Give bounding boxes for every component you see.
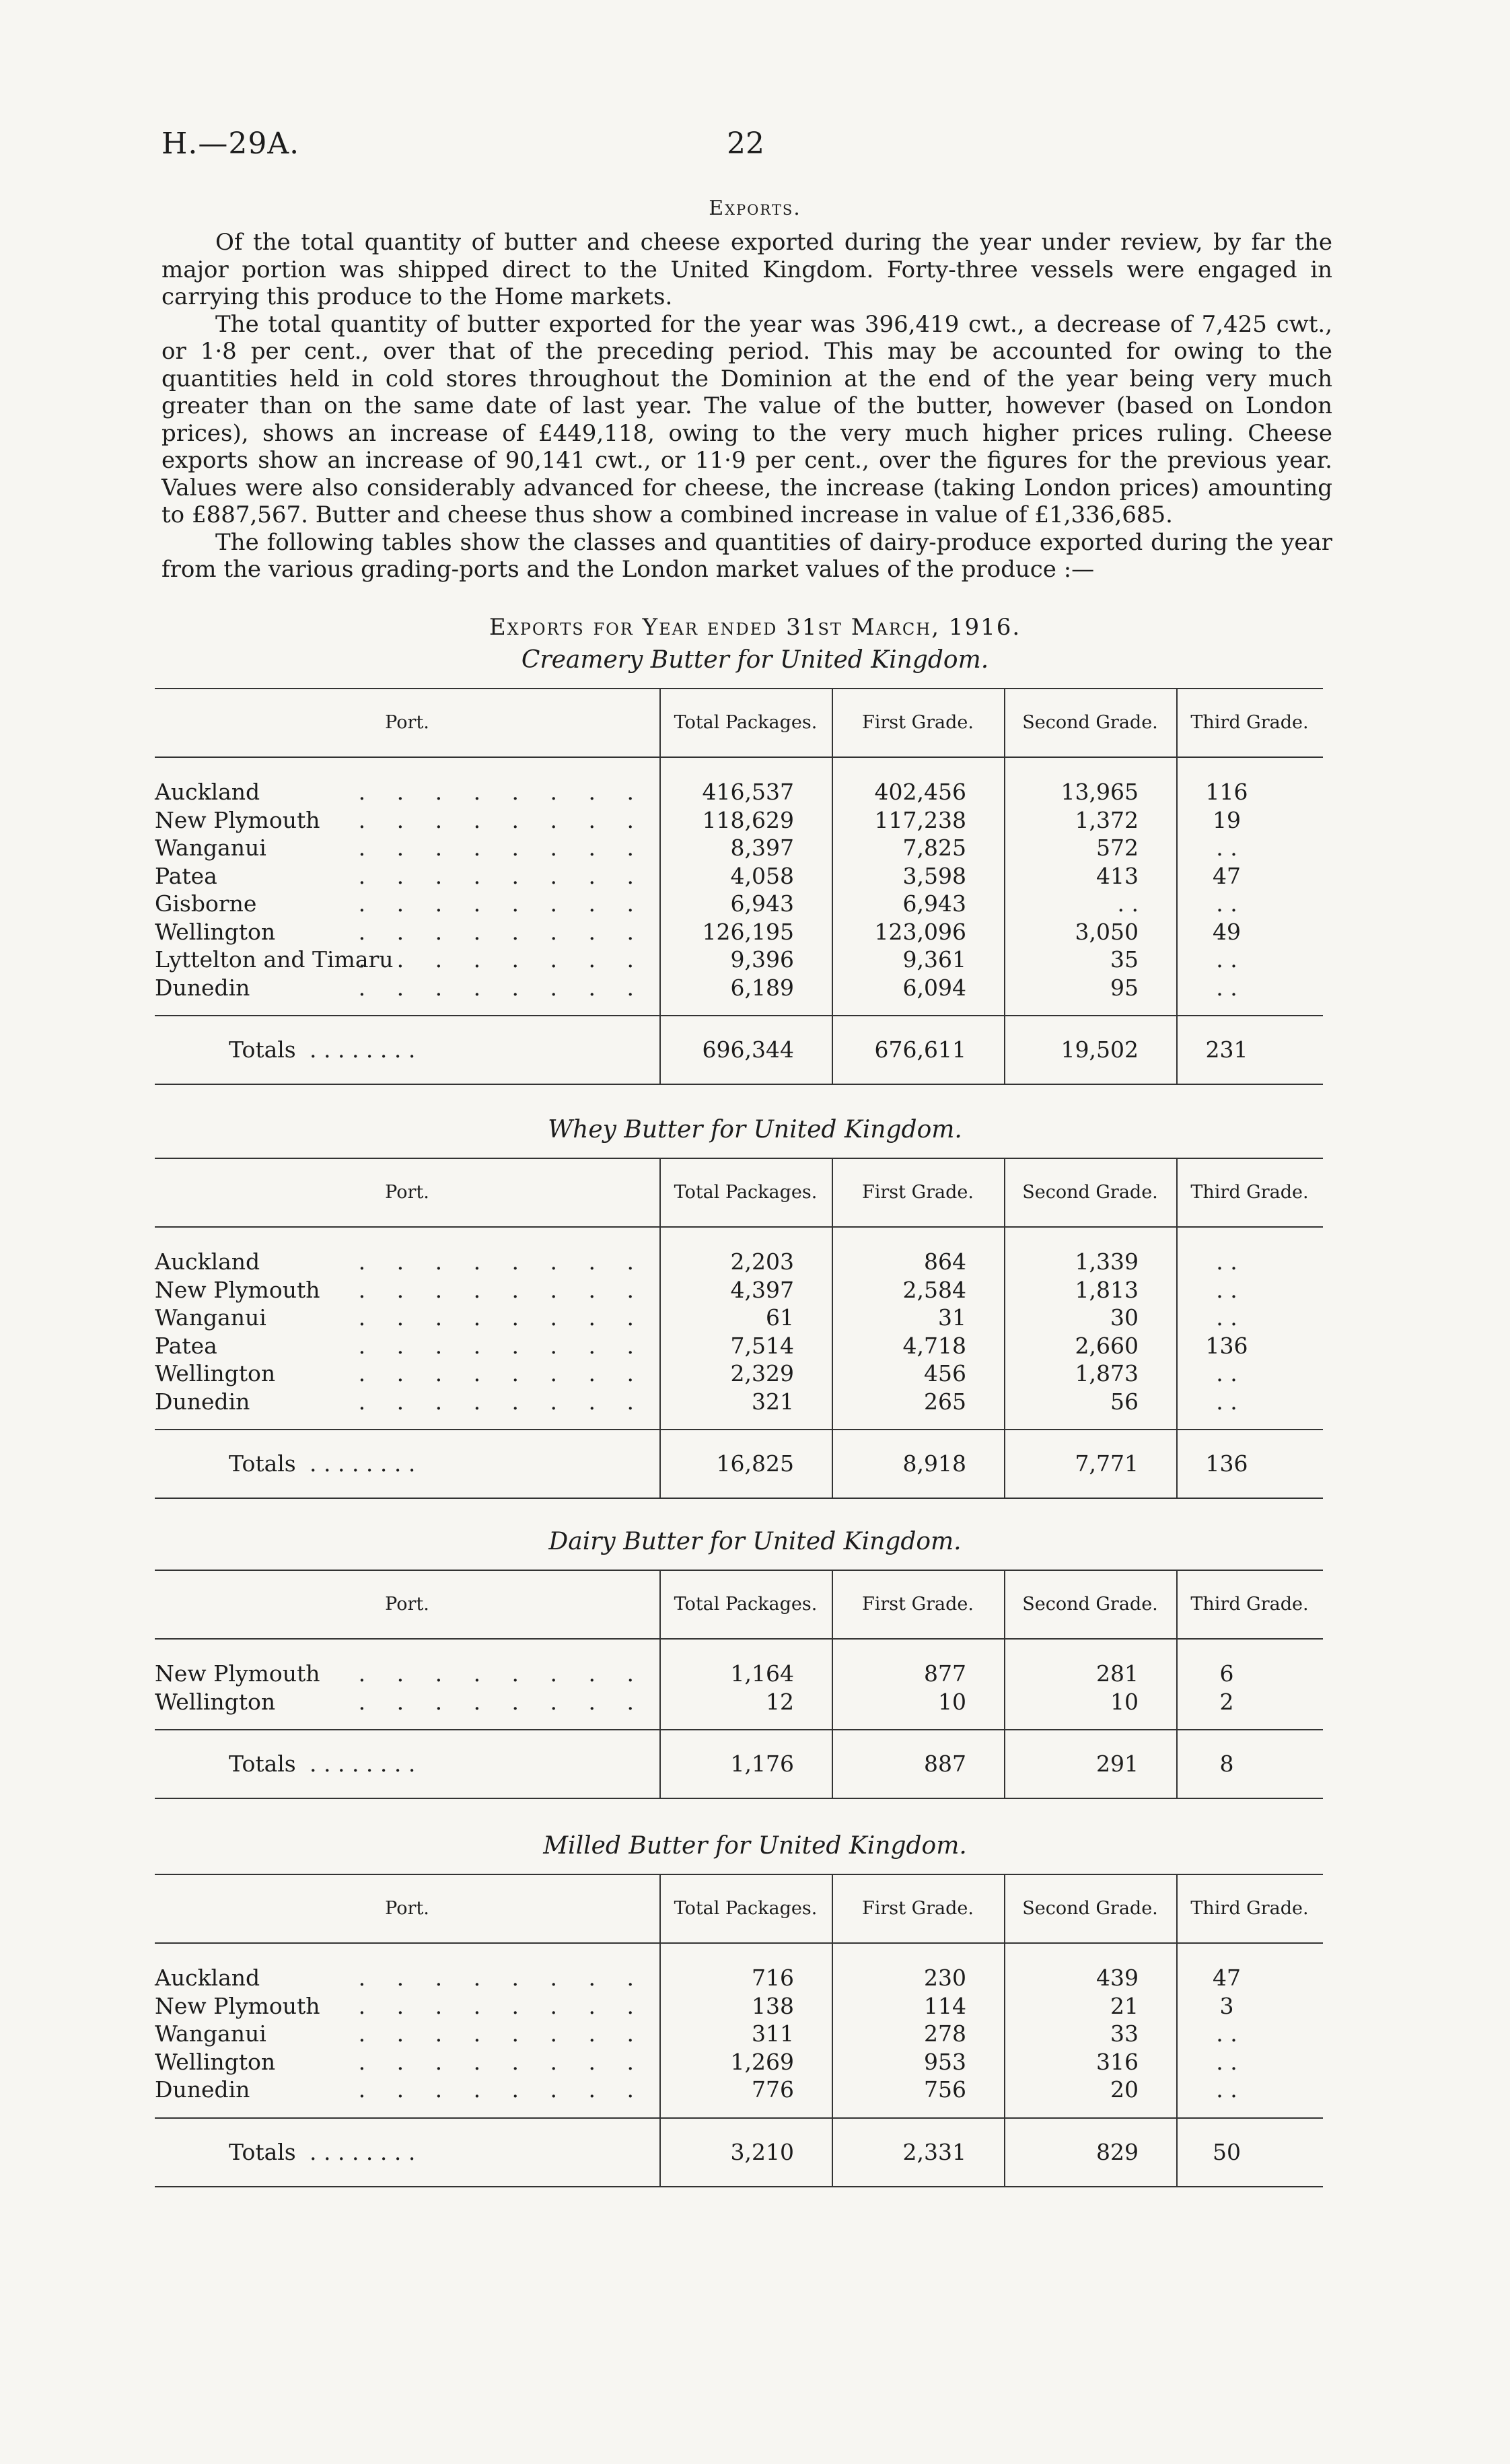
- port-name: Patea: [155, 862, 217, 889]
- column-divider: [659, 2119, 661, 2186]
- leader-dots: . . . . . . . .: [358, 862, 646, 889]
- column-divider: [832, 1016, 833, 1084]
- column-header-second: Second Grade.: [1022, 1182, 1158, 1203]
- table-title-whey: Whey Butter for United Kingdom.: [548, 1116, 962, 1143]
- totals-row: [155, 2117, 1323, 2187]
- second-grade: 10: [1110, 1688, 1139, 1715]
- third-grade-sum: 231: [1205, 1036, 1248, 1063]
- port-name: Wellington: [155, 1688, 276, 1715]
- column-header-third: Third Grade.: [1190, 1594, 1309, 1615]
- leader-dots: . . . . . . . .: [310, 1036, 416, 1063]
- first-grade: 123,096: [874, 918, 966, 945]
- first-grade: 7,825: [902, 835, 966, 861]
- port-name: New Plymouth: [155, 806, 320, 833]
- second-grade: 56: [1110, 1388, 1139, 1415]
- leader-dots: . . . . . . . .: [358, 1248, 646, 1275]
- port-name: Auckland: [155, 1248, 260, 1275]
- column-header-first: First Grade.: [862, 712, 974, 733]
- second-grade-sum: 7,771: [1075, 1450, 1139, 1477]
- column-divider: [832, 1640, 833, 1729]
- table-body: [155, 1228, 1323, 1429]
- port-name: Wanganui: [155, 835, 266, 861]
- leader-dots: . . . . . . . .: [358, 806, 646, 833]
- column-divider: [1004, 758, 1005, 1015]
- column-divider: [1004, 1944, 1005, 2117]
- second-grade-sum: 19,502: [1060, 1036, 1139, 1063]
- first-grade: 456: [924, 1360, 966, 1386]
- column-divider: [1004, 1875, 1005, 1942]
- column-header-third: Third Grade.: [1190, 1182, 1309, 1203]
- column-header-total: Total Packages.: [674, 712, 818, 733]
- column-divider: [832, 2119, 833, 2186]
- third-grade: . .: [1216, 2048, 1237, 2075]
- row-spacer: [155, 1228, 1323, 1248]
- first-grade: 402,456: [874, 779, 966, 805]
- first-grade: 230: [924, 1965, 966, 1991]
- third-grade: 116: [1205, 779, 1248, 805]
- port-name: Wanganui: [155, 2020, 266, 2047]
- column-divider: [1004, 2119, 1005, 2186]
- third-grade: . .: [1216, 835, 1237, 861]
- port-name: New Plymouth: [155, 1660, 320, 1687]
- table-body: [155, 1944, 1323, 2117]
- column-divider: [1176, 2119, 1178, 2186]
- first-grade: 756: [924, 2076, 966, 2103]
- second-grade: 1,873: [1075, 1360, 1139, 1386]
- second-grade: . .: [1117, 890, 1139, 917]
- first-grade: 877: [924, 1660, 966, 1687]
- table-title-milled: Milled Butter for United Kingdom.: [543, 1832, 967, 1860]
- total-packages: 7,514: [730, 1332, 794, 1359]
- column-divider: [659, 1875, 661, 1942]
- table-row: [155, 834, 1323, 862]
- third-grade: 19: [1213, 806, 1241, 833]
- total-packages: 416,537: [702, 779, 794, 805]
- table-row: [155, 1276, 1323, 1304]
- second-grade: 20: [1110, 2076, 1139, 2103]
- column-divider: [1004, 1159, 1005, 1226]
- second-grade: 281: [1096, 1660, 1139, 1687]
- second-grade: 1,372: [1075, 806, 1139, 833]
- port-name: Wellington: [155, 2048, 276, 2075]
- milled-butter-table: [155, 1874, 1323, 2187]
- first-grade: 6,943: [902, 890, 966, 917]
- column-divider: [832, 1875, 833, 1942]
- totals-row: [155, 1729, 1323, 1799]
- table-row: [155, 974, 1323, 1002]
- second-grade: 572: [1096, 835, 1139, 861]
- column-header-port: Port.: [385, 1594, 429, 1615]
- column-divider: [659, 1640, 661, 1729]
- document-code: H.—29A.: [161, 127, 300, 161]
- totals-row: [155, 1015, 1323, 1085]
- column-divider: [659, 1571, 661, 1638]
- whey-butter-table: [155, 1158, 1323, 1499]
- total-packages: 6,943: [730, 890, 794, 917]
- column-divider: [1176, 689, 1178, 756]
- row-spacer: [155, 1640, 1323, 1660]
- column-divider: [1004, 1016, 1005, 1084]
- third-grade: . .: [1216, 2020, 1237, 2047]
- total-packages: 321: [752, 1388, 794, 1415]
- port-name: Wanganui: [155, 1304, 266, 1331]
- leader-dots: . . . . . . . .: [358, 1388, 646, 1415]
- totals-row: [155, 1429, 1323, 1499]
- leader-dots: . . . . . . . .: [358, 1360, 646, 1386]
- column-header-first: First Grade.: [862, 1898, 974, 1919]
- second-grade: 35: [1110, 946, 1139, 973]
- column-divider: [1004, 1430, 1005, 1498]
- second-grade: 3,050: [1075, 918, 1139, 945]
- third-grade: . .: [1216, 2076, 1237, 2103]
- column-divider: [832, 1730, 833, 1798]
- column-header-third: Third Grade.: [1190, 1898, 1309, 1919]
- table-row: [155, 890, 1323, 918]
- column-divider: [1004, 1730, 1005, 1798]
- row-spacer: [155, 1716, 1323, 1729]
- first-grade-sum: 676,611: [874, 1036, 966, 1063]
- total-packages: 311: [752, 2020, 794, 2047]
- column-divider: [832, 1228, 833, 1429]
- third-grade: . .: [1216, 946, 1237, 973]
- first-grade: 953: [924, 2048, 966, 2075]
- total-packages: 716: [752, 1965, 794, 1991]
- column-divider: [1176, 1640, 1178, 1729]
- third-grade: . .: [1216, 1388, 1237, 1415]
- second-grade: 33: [1110, 2020, 1139, 2047]
- second-grade: 21: [1110, 1992, 1139, 2019]
- column-header-second: Second Grade.: [1022, 1594, 1158, 1615]
- first-grade: 2,584: [902, 1276, 966, 1303]
- column-divider: [1176, 1944, 1178, 2117]
- table-title-dairy: Dairy Butter for United Kingdom.: [548, 1528, 962, 1555]
- leader-dots: . . . . . . . .: [358, 1965, 646, 1991]
- port-name: Dunedin: [155, 2076, 250, 2103]
- column-header-port: Port.: [385, 1898, 429, 1919]
- total-packages: 138: [752, 1992, 794, 2019]
- exports-heading: Exports.: [709, 197, 801, 220]
- leader-dots: . . . . . . . .: [358, 2020, 646, 2047]
- table-row: [155, 946, 1323, 974]
- column-header-total: Total Packages.: [674, 1594, 818, 1615]
- leader-dots: . . . . . . . .: [358, 1276, 646, 1303]
- leader-dots: . . . . . . . .: [310, 2138, 416, 2165]
- port-name: Auckland: [155, 779, 260, 805]
- port-name: New Plymouth: [155, 1276, 320, 1303]
- table-row: [155, 778, 1323, 806]
- port-name: Auckland: [155, 1965, 260, 1991]
- leader-dots: . . . . . . . .: [358, 1688, 646, 1715]
- column-header-total: Total Packages.: [674, 1182, 818, 1203]
- leader-dots: . . . . . . . .: [358, 1660, 646, 1687]
- row-spacer: [155, 1944, 1323, 1964]
- column-divider: [659, 1016, 661, 1084]
- second-grade: 1,813: [1075, 1276, 1139, 1303]
- total-packages: 8,397: [730, 835, 794, 861]
- first-grade: 9,361: [902, 946, 966, 973]
- table-body: [155, 758, 1323, 1015]
- page-header: [0, 127, 1510, 167]
- column-header-second: Second Grade.: [1022, 712, 1158, 733]
- port-name: Patea: [155, 1332, 217, 1359]
- total-packages: 12: [766, 1688, 794, 1715]
- leader-dots: . . . . . . . .: [358, 918, 646, 945]
- port-name: Lyttelton and Timaru: [155, 946, 394, 973]
- paragraph-1: Of the total quantity of butter and cheese exported during the year under review, by far the major portion was shipped direct to the United Kingdom. Forty-three vessels were engaged in carrying this produce to the Home markets.: [161, 229, 1332, 310]
- third-grade: . .: [1216, 1304, 1237, 1331]
- third-grade: . .: [1216, 1248, 1237, 1275]
- column-divider: [832, 1944, 833, 2117]
- port-name: Dunedin: [155, 1388, 250, 1415]
- column-divider: [1004, 1571, 1005, 1638]
- column-divider: [1176, 1228, 1178, 1429]
- second-grade: 316: [1096, 2048, 1139, 2075]
- leader-dots: . . . . . . . .: [358, 974, 646, 1001]
- total-packages: 4,397: [730, 1276, 794, 1303]
- page-number: 22: [727, 127, 764, 161]
- second-grade: 439: [1096, 1965, 1139, 1991]
- leader-dots: . . . . . . . .: [358, 946, 646, 973]
- leader-dots: . . . . . . . .: [358, 2076, 646, 2103]
- column-divider: [832, 1430, 833, 1498]
- third-grade-sum: 136: [1205, 1450, 1248, 1477]
- column-header-total: Total Packages.: [674, 1898, 818, 1919]
- second-grade: 13,965: [1060, 779, 1139, 805]
- second-grade: 1,339: [1075, 1248, 1139, 1275]
- total-packages: 776: [752, 2076, 794, 2103]
- second-grade: 30: [1110, 1304, 1139, 1331]
- total-packages-sum: 3,210: [730, 2138, 794, 2165]
- first-grade: 265: [924, 1388, 966, 1415]
- third-grade: 2: [1219, 1688, 1234, 1715]
- row-spacer: [155, 1001, 1323, 1015]
- column-header-first: First Grade.: [862, 1182, 974, 1203]
- table-row: [155, 2020, 1323, 2048]
- first-grade: 10: [938, 1688, 966, 1715]
- paragraph-3: The following tables show the classes and quantities of dairy-produce exported during the year from the various grading-ports and the London market values of the produce :—: [161, 528, 1332, 583]
- total-packages: 2,203: [730, 1248, 794, 1275]
- second-grade: 413: [1096, 862, 1139, 889]
- first-grade-sum: 8,918: [902, 1450, 966, 1477]
- table-row: [155, 1248, 1323, 1276]
- third-grade: 49: [1213, 918, 1241, 945]
- second-grade: 2,660: [1075, 1332, 1139, 1359]
- table-row: [155, 806, 1323, 835]
- totals-label: Totals: [229, 2138, 296, 2165]
- totals-label: Totals: [229, 1751, 296, 1777]
- first-grade: 117,238: [874, 806, 966, 833]
- first-grade: 4,718: [902, 1332, 966, 1359]
- total-packages: 126,195: [702, 918, 794, 945]
- table-row: [155, 1688, 1323, 1716]
- first-grade: 278: [924, 2020, 966, 2047]
- creamery-butter-table: [155, 688, 1323, 1085]
- second-grade-sum: 829: [1096, 2138, 1139, 2165]
- first-grade: 864: [924, 1248, 966, 1275]
- second-grade-sum: 291: [1096, 1751, 1139, 1777]
- column-divider: [832, 1571, 833, 1638]
- third-grade: . .: [1216, 890, 1237, 917]
- leader-dots: . . . . . . . .: [310, 1450, 416, 1477]
- column-divider: [659, 1430, 661, 1498]
- total-packages: 1,269: [730, 2048, 794, 2075]
- table-row: [155, 1332, 1323, 1360]
- leader-dots: . . . . . . . .: [310, 1751, 416, 1777]
- table-row: [155, 1304, 1323, 1332]
- table-title-creamery: Creamery Butter for United Kingdom.: [521, 646, 989, 674]
- total-packages: 9,396: [730, 946, 794, 973]
- second-grade: 95: [1110, 974, 1139, 1001]
- total-packages: 118,629: [702, 806, 794, 833]
- total-packages-sum: 696,344: [702, 1036, 794, 1063]
- column-header-first: First Grade.: [862, 1594, 974, 1615]
- table-header-row: [155, 1570, 1323, 1640]
- table-row: [155, 1388, 1323, 1416]
- column-divider: [1176, 1430, 1178, 1498]
- column-divider: [832, 689, 833, 756]
- row-spacer: [155, 1415, 1323, 1429]
- column-divider: [1176, 1159, 1178, 1226]
- first-grade-sum: 887: [924, 1751, 966, 1777]
- total-packages: 1,164: [730, 1660, 794, 1687]
- leader-dots: . . . . . . . .: [358, 890, 646, 917]
- column-divider: [1176, 758, 1178, 1015]
- port-name: New Plymouth: [155, 1992, 320, 2019]
- totals-label: Totals: [229, 1036, 296, 1063]
- column-divider: [1004, 1228, 1005, 1429]
- third-grade: 47: [1213, 862, 1241, 889]
- total-packages-sum: 16,825: [716, 1450, 794, 1477]
- first-grade: 31: [938, 1304, 966, 1331]
- column-divider: [832, 1159, 833, 1226]
- table-header-row: [155, 1158, 1323, 1228]
- section-title: Exports for Year ended 31st March, 1916.: [489, 614, 1021, 641]
- table-row: [155, 2048, 1323, 2076]
- table-header-row: [155, 1874, 1323, 1944]
- port-name: Gisborne: [155, 890, 257, 917]
- third-grade: 3: [1219, 1992, 1234, 2019]
- column-divider: [1176, 1571, 1178, 1638]
- paragraph-2: The total quantity of butter exported for the year was 396,419 cwt., a decrease of 7,425 cwt., or 1·8 per cent., over that of the preceding period. This may be accounted for owing to the quantities held in cold stores throughout the Dominion at the end of the year being very much greater than on the same date of last year. The value of the butter, however (based on London prices), shows an increase of £449,118, owing to the very much higher prices ruling. Cheese exports show an increase of 90,141 cwt., or 11·9 per cent., over the figures for the previous year. Values were also considerably advanced for cheese, the increase (taking London prices) amounting to £887,567. Butter and cheese thus show a combined increase in value of £1,336,685.: [161, 310, 1332, 528]
- column-divider: [832, 758, 833, 1015]
- third-grade: . .: [1216, 1360, 1237, 1386]
- column-header-second: Second Grade.: [1022, 1898, 1158, 1919]
- first-grade-sum: 2,331: [902, 2138, 966, 2165]
- table-row: [155, 918, 1323, 946]
- leader-dots: . . . . . . . .: [358, 1332, 646, 1359]
- first-grade: 3,598: [902, 862, 966, 889]
- total-packages-sum: 1,176: [730, 1751, 794, 1777]
- column-header-port: Port.: [385, 1182, 429, 1203]
- column-divider: [659, 1228, 661, 1429]
- column-divider: [1176, 1016, 1178, 1084]
- body-text: [161, 229, 1332, 584]
- column-divider: [1176, 1875, 1178, 1942]
- column-divider: [1004, 1640, 1005, 1729]
- row-spacer: [155, 2104, 1323, 2117]
- table-row: [155, 1964, 1323, 1992]
- total-packages: 6,189: [730, 974, 794, 1001]
- port-name: Wellington: [155, 918, 276, 945]
- third-grade: 6: [1219, 1660, 1234, 1687]
- dairy-butter-table: [155, 1570, 1323, 1799]
- third-grade: 136: [1205, 1332, 1248, 1359]
- column-divider: [659, 1730, 661, 1798]
- total-packages: 4,058: [730, 862, 794, 889]
- column-divider: [659, 758, 661, 1015]
- column-divider: [659, 1159, 661, 1226]
- column-header-third: Third Grade.: [1190, 712, 1309, 733]
- first-grade: 6,094: [902, 974, 966, 1001]
- column-header-port: Port.: [385, 712, 429, 733]
- total-packages: 2,329: [730, 1360, 794, 1386]
- row-spacer: [155, 758, 1323, 778]
- column-divider: [1176, 1730, 1178, 1798]
- table-row: [155, 1660, 1323, 1688]
- leader-dots: . . . . . . . .: [358, 1992, 646, 2019]
- leader-dots: . . . . . . . .: [358, 2048, 646, 2075]
- total-packages: 61: [766, 1304, 794, 1331]
- port-name: Wellington: [155, 1360, 276, 1386]
- table-row: [155, 1360, 1323, 1388]
- port-name: Dunedin: [155, 974, 250, 1001]
- third-grade-sum: 50: [1213, 2138, 1241, 2165]
- table-row: [155, 862, 1323, 890]
- third-grade: 47: [1213, 1965, 1241, 1991]
- totals-label: Totals: [229, 1450, 296, 1477]
- table-row: [155, 2076, 1323, 2104]
- column-divider: [659, 1944, 661, 2117]
- leader-dots: . . . . . . . .: [358, 1304, 646, 1331]
- table-row: [155, 1992, 1323, 2020]
- first-grade: 114: [924, 1992, 966, 2019]
- leader-dots: . . . . . . . .: [358, 779, 646, 805]
- column-divider: [659, 689, 661, 756]
- third-grade: . .: [1216, 1276, 1237, 1303]
- leader-dots: . . . . . . . .: [358, 835, 646, 861]
- column-divider: [1004, 689, 1005, 756]
- third-grade-sum: 8: [1219, 1751, 1234, 1777]
- table-header-row: [155, 688, 1323, 758]
- third-grade: . .: [1216, 974, 1237, 1001]
- table-body: [155, 1640, 1323, 1729]
